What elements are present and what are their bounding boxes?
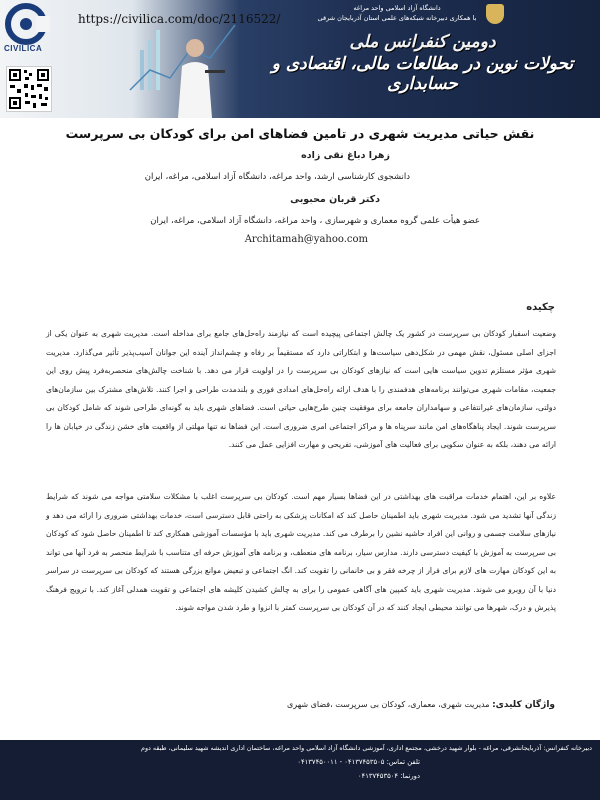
conference-footer — [0, 740, 600, 800]
conference-title-line1: دومین کنفرانس ملی — [349, 32, 496, 52]
keywords — [45, 700, 555, 710]
logo-text: CIVILICA — [4, 44, 43, 53]
document-url[interactable]: https://civilica.com/doc/2116522/ — [78, 12, 281, 26]
footer-address: دبیرخانه کنفرانس: آذربایجانشرقی، مراغه - بلوار شهید درخشی، مجتمع اداری، آموزشی دانشگاه آزاد اسلامی واحد مراغه، ساختمان اداری اندیشه شهید سلیمانی، طبقه دوم — [141, 744, 592, 752]
conference-title — [250, 32, 595, 94]
conference-banner — [0, 0, 600, 118]
university-line1: دانشگاه آزاد اسلامی واحد مراغه — [353, 4, 441, 12]
abstract-paragraph-2: علاوه بر این، اهتمام خدمات مراقبت های بهداشتی در این فضاها بسیار مهم است. کودکان بی سرپرست اغلب با مشکلات سلامتی مواجه می شوند که شرایط زندگی آنها تشدید می شود. مدیریت شهری باید اطمینان حاصل کند که امکانات پزشکی به راحتی قابل دسترسی است، خدمات بهداشتی ضروری را ارائه می دهد و نیازهای سلامت جسمی و روانی این افراد حاشیه نشین را برطرف می کند. مدیریت شهری باید با مؤسسات آموزشی همکاری کند تا اطمینان حاصل شود که کودکان بی سرپرست به آموزش با کیفیت دسترسی دارند. مدارس سیار، برنامه های منعطف، و برنامه های آموزش حرفه ای متناسب با شرایط منحصر به فرد آنها می تواند به این کودکان مهارت های لازم برای فرار از چرخه فقر و بی خانمانی را تقویت کند. انگ اجتماعی و تبعیض موانع بزرگی هستند که کودکان بی سرپرست در سراسر دنیا با آن روبرو می شوند. مدیریت شهری باید کمپین های آگاهی عمومی را برای به چالش کشیدن کلیشه های اجتماعی و تقویت همدلی آغاز کند. با ترویج فرهنگ پذیرش و درک، شهرها می توانند محیطی ایجاد کنند که در آن کودکان بی سرپرست کمتر با انزوا و طرد شدن مواجه شوند. — [46, 492, 556, 612]
author1-affiliation: دانشجوی کارشناسی ارشد، واحد مراغه، دانشگاه آزاد اسلامی، مراغه، ایران — [144, 172, 410, 182]
university-name — [312, 4, 482, 24]
footer-phone: تلفن تماس: ۰۴۱۳۷۴۵۳۵۰۵ - ۰۴۱۳۷۴۵۰۰۱۱ — [297, 758, 420, 766]
author2-affiliation: عضو هیأت علمی گروه معماری و شهرسازی ، واحد مراغه، دانشگاه آزاد اسلامی، مراغه، ایران — [150, 216, 480, 226]
banner-illustration — [120, 10, 250, 118]
author1-name: زهرا دباغ نقی زاده — [301, 150, 390, 161]
civilica-logo — [0, 2, 58, 64]
university-line2: با همکاری دبیرخانه شبکه‌های علمی استان آذربایجان شرقی — [317, 13, 477, 22]
author2-name: دکتر قربان محبوبی — [290, 194, 380, 205]
conference-title-line2: تحولات نوین در مطالعات مالی، اقتصادی و حسابداری — [271, 54, 574, 94]
qr-code-icon — [6, 66, 52, 112]
abstract-paragraph-1: وضعیت اسفبار کودکان بی سرپرست در کشور یک چالش اجتماعی پیچیده است که نیازمند راه‌حل‌های جامع برای مداخله است. مدیریت شهری به عنوان یکی از اجزای اصلی مسئول، نقش مهمی در شکل‌دهی سیاست‌ها و ابتکاراتی دارد که مستقیماً بر رفاه و چشم‌انداز آینده این جوانان آسیب‌پذیر تأثیر می‌گذارد. مدیریت شهری مؤثر مستلزم تدوین سیاست هایی است که نیازهای کودکان بی سرپرست را در اولویت قرار می دهد. با شناخت چالش‌های منحصربه‌فرد پیش روی این جمعیت، مقامات شهری می‌توانند برنامه‌های هدفمندی را با هدف ارائه راه‌حل‌های امدادی فوری و بلندمدت طراحی و اجرا کنند. تلاش‌های مشترک بین سازمان‌های دولتی، سازمان‌های غیرانتفاعی و سهامداران جامعه برای موفقیت چنین طرح‌هایی حیاتی است. فضاهای شهری باید به گونه‌ای طراحی شوند که شامل کودکان بی سرپرست شوند. ایجاد پناهگاه‌های امن مانند سرپناه ها و مراکز اجتماعی امری ضروری است. این فضاها نه تنها مهلتی از واقعیت های خشن زندگی در خیابان ها را ارائه می دهند، بلکه به عنوان سکویی برای فعالیت های آموزشی، تفریحی و مهارت افزایی عمل می کنند. — [46, 329, 556, 449]
author-email[interactable]: Architamah@yahoo.com — [244, 234, 368, 245]
keywords-label: واژگان کلیدی: — [492, 700, 555, 710]
paper-title: نقش حیاتی مدیریت شهری در تامین فضاهای امن برای کودکان بی سرپرست — [65, 126, 535, 141]
abstract-heading: چکیده — [526, 302, 555, 313]
footer-fax: دورنما: ۰۴۱۳۷۴۵۳۵۰۴ — [357, 772, 420, 780]
university-emblem-icon — [486, 4, 504, 24]
keywords-value: مدیریت شهری، معماری، کودکان بی سرپرست ،فضای شهری — [287, 700, 490, 709]
